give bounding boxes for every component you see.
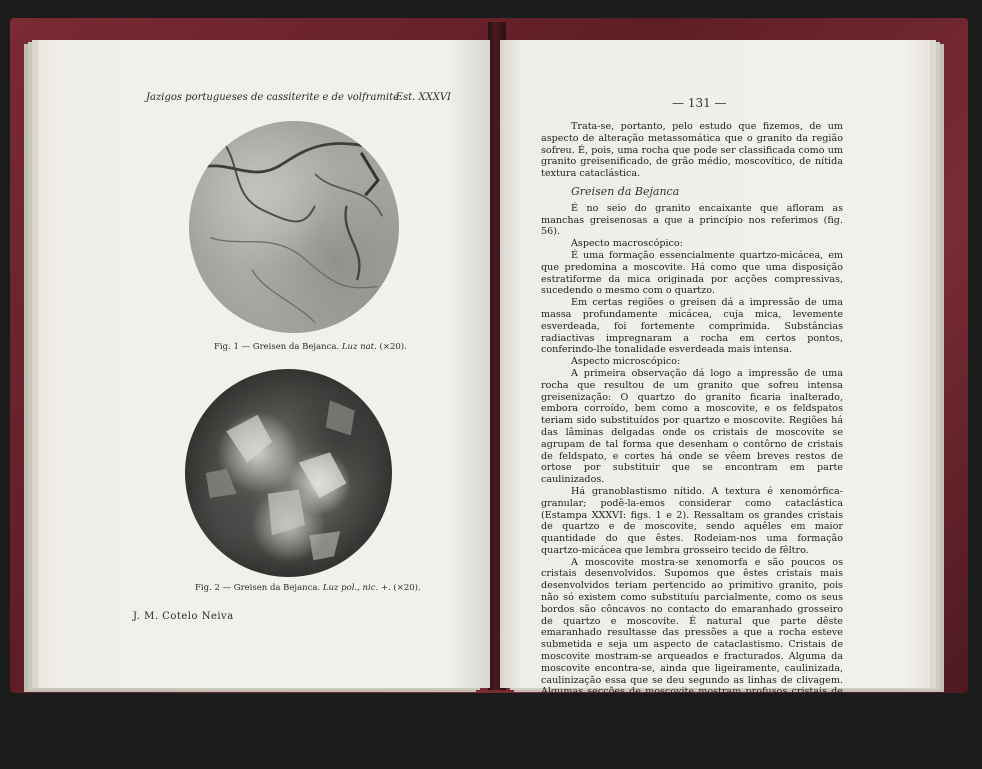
paragraph: A primeira observação dá logo a impressão de uma rocha que resultou de um granito que sofreu intensa greisenização: O quartzo do granito ficaria inalterado, embora corroído, bem como a moscovite, e os feldspatos teriam sido substituídos por quartzo e moscovite. Regiões há das lâminas delgadas onde os cristais de moscovite se agrupam de tal forma que desenham o contôrno de cristais de feldspato, e cortes há onde se vêem breves restos de ortose por substituir que se encontram em parte caulinizados. <box>541 367 843 486</box>
paragraph: A moscovite mostra-se xenomorfa e são poucos os cristais desenvolvidos. Supomos que êstes cristais mais desenvolvidos teriam pertencido ao primitivo granito, pois não só existem como substituíu parcialmente, como os seus bordos são côncavos no contacto do emaranhado grosseiro de quartzo e moscovite. É natural que parte dêste emaranhado resultasse das pressões a que a rocha esteve submetida e seja um aspecto de cataclastismo. Cristais de moscovite mostram-se arqueados e fracturados. Alguma da moscovite encontra-se, ainda que ligeiramente, caulinizada, caulinização essa que se deu segundo as linhas de clivagem. Algumas secções de moscovite mostram profusos cristais de zircão com auréolas esverdeadas fortemente pleocróicas. A moscovite contém também algumas inclusões irregulares de apatite. Há inclusões de moscovite no quartzo, e, embora mais raramente, encontra-se quartzo incluso na moscovite. Soluções ferríferas impregnaram a moscovite deixando nas fracturas e clivagens depósitos de óxidos de ferro. <box>541 556 843 769</box>
section-heading: Greisen da Bejanca <box>571 184 680 198</box>
plate-label: Est. XXXVI <box>395 92 451 103</box>
micrograph-polarized-light <box>185 369 392 577</box>
paragraph: Aspecto macroscópico: <box>571 238 683 250</box>
paragraph: Em certas regiões o greisen dá a impressão de uma massa profundamente micácea, cuja mica, levemente esverdeada, foi fortemente comprimida. Substâncias radiactivas impregnaram a rocha em certos pontos, conferindo-lhe tonalidade esverdeada mais intensa. <box>541 297 843 356</box>
figure2-caption: Fig. 2 — Greisen da Bejanca. Luz pol., nic. +. (×20). <box>195 583 421 593</box>
page-number: — 131 — <box>672 96 727 110</box>
figure1-caption: Fig. 1 — Greisen da Bejanca. Luz nat. (×20). <box>214 342 407 352</box>
micrograph-natural-light <box>189 121 399 333</box>
paragraph: É no seio do granito encaixante que afloram as manchas greisenosas a que a princípio nos referimos (fig. 56). <box>541 202 843 238</box>
paragraph: É uma formação essencialmente quartzo-micácea, em que predomina a moscovite. Há como que uma disposição estratiforme da mica originada por acções compressivas, sucedendo o mesmo com o quartzo. <box>541 249 843 297</box>
author-name: J. M. Cotelo Neiva <box>133 611 234 622</box>
paragraph: Trata-se, portanto, pelo estudo que fizemos, de um aspecto de alteração metassomática que o granito da região sofreu. É, pois, uma rocha que pode ser classificada como um granito greisenificado, de grão médio, moscovítico, de nítida textura cataclástica. <box>541 121 843 180</box>
paragraph: Há granoblastismo nítido. A textura é xenomórfica-granular; podê-la-emos considerar como cataclástica (Estampa XXXVI: figs. 1 e 2). Ressaltam os grandes cristais de quartzo e de moscovite, sendo aquêles em maior quantidade do que êstes. Rodeiam-nos uma formação quartzo-micácea que lembra grosseiro tecido de fêltro. <box>541 485 843 556</box>
body-text <box>541 121 843 769</box>
paragraph: Aspecto microscópico: <box>571 356 681 368</box>
running-title: Jazigos portugueses de cassiterite e de volframite <box>146 92 400 103</box>
